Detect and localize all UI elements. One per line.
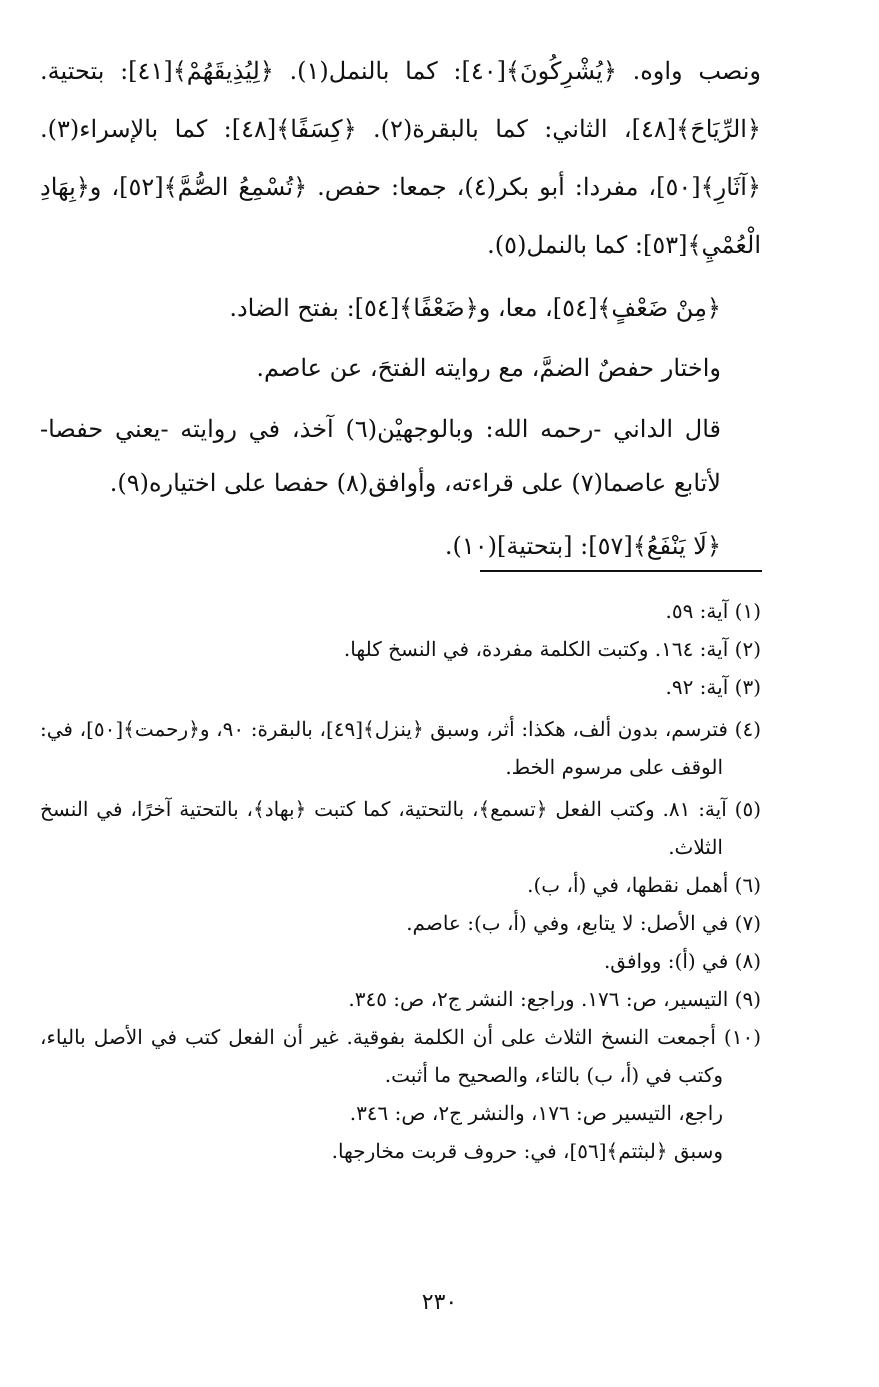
- footnote-6: (٦) أهمل نقطها، في (أ، ب).: [527, 873, 761, 897]
- main-text: [40, 42, 761, 576]
- footnote-4: (٤) فترسم، بدون ألف، هكذا: أثر، وسبق ﴿ينزل﴾[٤٩]، بالبقرة: ٩٠، و﴿رحمت﴾[٥٠]، في: الوقف على مرسوم الخط.: [40, 717, 761, 779]
- footnote-9: (٩) التيسير، ص: ١٧٦. وراجع: النشر ج٢، ص: ٣٤٥.: [348, 987, 761, 1011]
- paragraph-3: واختار حفصٌ الضمَّ، مع روايته الفتحَ، عن عاصم.: [256, 354, 721, 382]
- paragraph-2: ﴿مِنْ ضَعْفٍ﴾[٥٤]، معا، و﴿ضَعْفًا﴾[٥٤]: بفتح الضاد.: [229, 294, 721, 322]
- page-number: ٢٣٠: [421, 1290, 458, 1315]
- footnote-1: (١) آية: ٥٩.: [665, 599, 761, 623]
- paragraph-5: ﴿لَا يَنْفَعُ﴾[٥٧]: [بتحتية](١٠).: [444, 532, 721, 560]
- footnote-separator: [480, 570, 762, 572]
- paragraph-4: قال الداني -رحمه الله: وبالوجهيْن(٦) آخذ، في روايته -يعني حفصا- لأتابع عاصما(٧) على قراءته، وأوافق(٨) حفصا على اختياره(٩).: [40, 415, 722, 497]
- paragraph-1: ونصب واوه. ﴿يُشْرِكُونَ﴾[٤٠]: كما بالنمل(١). ﴿لِيُذِيقَهُمْ﴾[٤١]: بتحتية. ﴿الرِّيَاحَ﴾[٤٨]، الثاني: كما بالبقرة(٢). ﴿كِسَفًا﴾[٤٨]: كما بالإسراء(٣). ﴿آثَارِ﴾[٥٠]، مفردا: أبو بكر(٤)، جمعا: حفص. ﴿تُسْمِعُ الصُّمَّ﴾[٥٢]، و﴿بِهَادِ الْعُمْيِ﴾[٥٣]: كما بالنمل(٥).: [40, 57, 761, 259]
- footnote-7: (٧) في الأصل: لا يتابع، وفي (أ، ب): عاصم.: [406, 911, 761, 935]
- footnote-10: (١٠) أجمعت النسخ الثلاث على أن الكلمة بفوقية. غير أن الفعل كتب في الأصل بالياء، وكتب في (أ، ب) بالتاء، والصحيح ما أثبت.: [40, 1025, 761, 1087]
- footnote-8: (٨) في (أ): ووافق.: [603, 949, 761, 973]
- footnote-3: (٣) آية: ٩٢.: [665, 675, 761, 699]
- footnote-5: (٥) آية: ٨١. وكتب الفعل ﴿تسمع﴾، بالتحتية، كما كتبت ﴿بهاد﴾، بالتحتية آخرًا، في النسخ الثلاث.: [40, 797, 762, 859]
- footnote-2: (٢) آية: ١٦٤. وكتبت الكلمة مفردة، في النسخ كلها.: [343, 637, 761, 661]
- footnote-10-continuation-1: راجع، التيسير ص: ١٧٦، والنشر ج٢، ص: ٣٤٦.: [349, 1101, 723, 1125]
- footnote-10-continuation-2: وسبق ﴿لبثتم﴾[٥٦]، في: حروف قربت مخارجها.: [331, 1139, 723, 1163]
- footnotes: [40, 592, 761, 1170]
